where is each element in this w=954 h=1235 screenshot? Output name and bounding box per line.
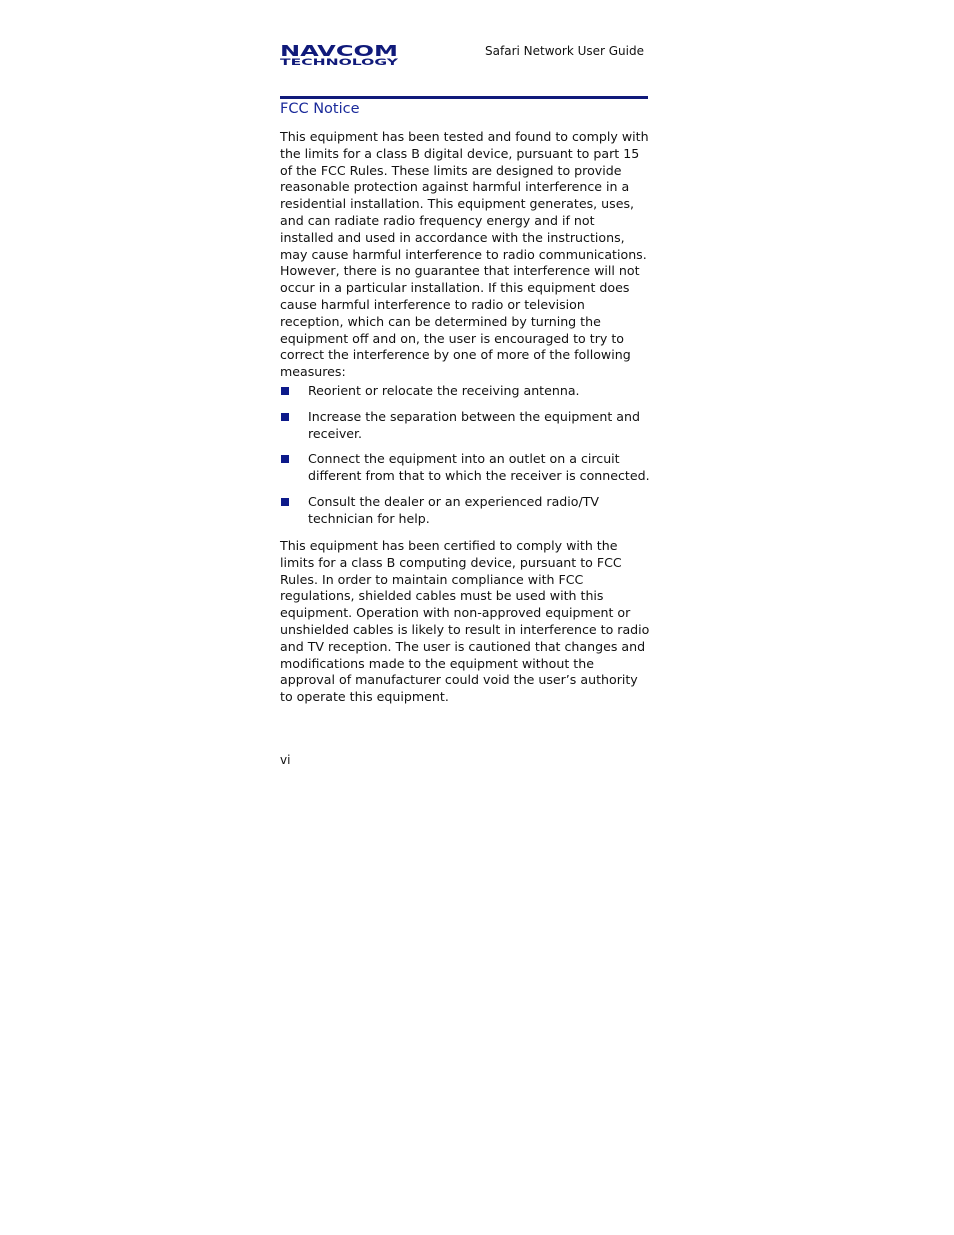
list-item <box>280 494 650 528</box>
navcom-logo <box>280 42 400 66</box>
list-item-text: Consult the dealer or an experienced radio/TV technician for help. <box>308 493 600 526</box>
page-number: vi <box>280 753 291 767</box>
fcc-paragraph-2: This equipment has been certified to comply with the limits for a class B computing device, pursuant to FCC Rules. In order to maintain compliance with FCC regulations, shielded cables must be used with this equipment. Operation with non-approved equipment or unshielded cables is likely to result in interference to radio and TV reception. The user is cautioned that changes and modifications made to the equipment without the approval of manufacturer could void the user’s authority to operate this equipment. <box>280 538 650 705</box>
list-item-text: Increase the separation between the equipment and receiver. <box>308 408 640 441</box>
list-item <box>280 383 650 400</box>
square-bullet-icon <box>281 455 289 463</box>
square-bullet-icon <box>281 413 289 421</box>
section-heading: FCC Notice <box>280 101 360 117</box>
square-bullet-icon <box>281 387 289 395</box>
square-bullet-icon <box>281 498 289 506</box>
heading-rule <box>280 96 648 99</box>
fcc-paragraph-1: This equipment has been tested and found to comply with the limits for a class B digital device, pursuant to part 15 of the FCC Rules. These limits are designed to provide reasonable protection against harmful interference in a residential installation. This equipment generates, uses, and can radiate radio frequency energy and if not installed and used in accordance with the instructions, may cause harmful interference to radio communications. However, there is no guarantee that interference will not occur in a particular installation. If this equipment does cause harmful interference to radio or television reception, which can be determined by turning the equipment off and on, the user is encouraged to try to correct the interference by one of more of the following measures: <box>280 129 649 380</box>
logo-secondary-text: TECHNOLOGY <box>280 58 400 66</box>
list-item <box>280 451 650 485</box>
document-title: Safari Network User Guide <box>485 44 644 58</box>
list-item-text: Connect the equipment into an outlet on a circuit different from that to which the receiver is connected. <box>308 451 650 484</box>
measures-list <box>280 383 650 537</box>
page-header <box>280 40 648 70</box>
list-item <box>280 409 650 443</box>
list-item-text: Reorient or relocate the receiving antenna. <box>308 383 580 398</box>
logo-primary-text: NAVCOM <box>280 42 398 60</box>
